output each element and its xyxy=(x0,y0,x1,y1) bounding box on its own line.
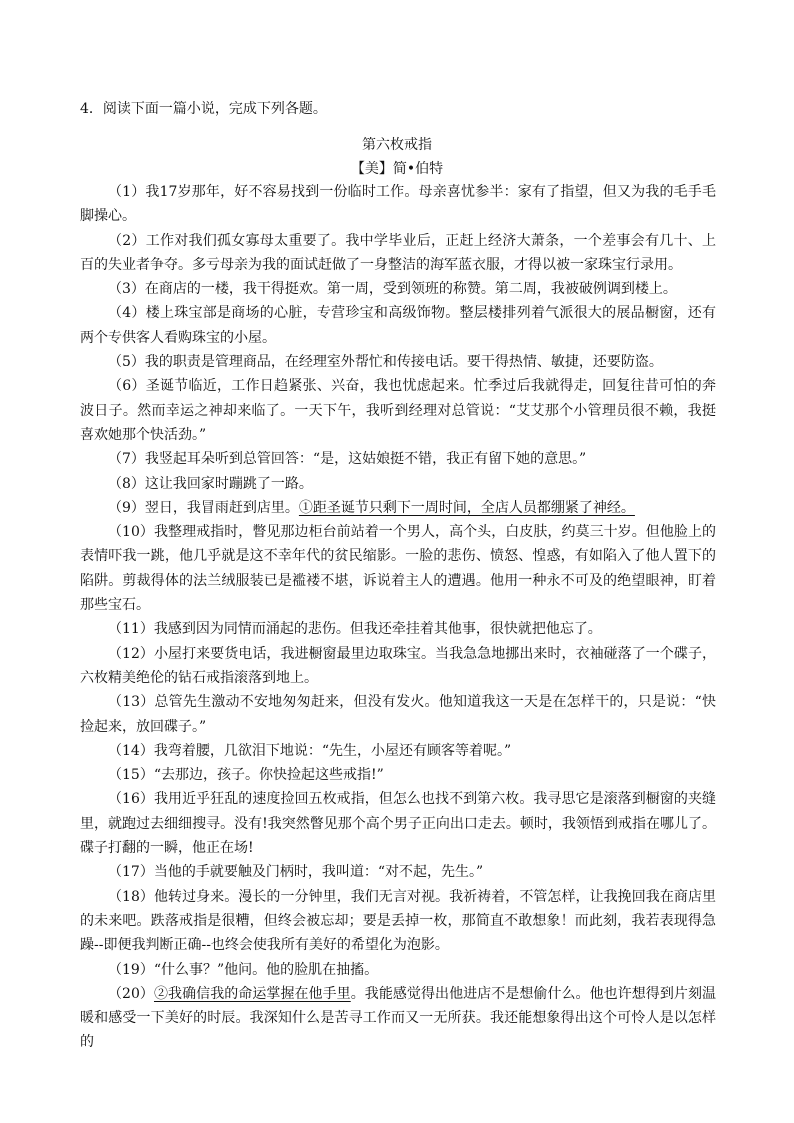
underlined-sentence: ②我确信我的命运掌握在他手里 xyxy=(153,985,351,1002)
paragraph-text: （10）我整理戒指时，瞥见那边柜台前站着一个男人，高个头，白皮肤，约莫三十岁。但他脸上的表情吓我一跳，他几乎就是这不幸年代的贫民缩影。一脸的悲伤、愤怒、惶惑，有如陷入了他人置下的陷阱。剪裁得体的法兰绒服装已是褴褛不堪，诉说着主人的遭遇。他用一种永不可及的绝望眼神，盯着那些宝石。 xyxy=(80,524,716,614)
paragraph-text: （9）翌日，我冒雨赶到店里。 xyxy=(108,499,299,516)
story-paragraph xyxy=(80,690,716,739)
story-paragraph xyxy=(80,763,716,787)
paragraph-text: （5）我的职责是管理商品，在经理室外帮忙和传接电话。要干得热情、敏捷，还要防盗。 xyxy=(108,354,663,371)
story-paragraph xyxy=(80,520,716,617)
paragraph-text: （13）总管先生激动不安地匆匆赶来，但没有发火。他知道我这一天是在怎样干的，只是说：“快捡起来，放回碟子。” xyxy=(80,694,716,735)
paragraph-text: 。我能感觉得出他进店不是想偷什么。他也许想得到片刻温暖和感受一下美好的时辰。我深知什么是苦寻工作而又一无所获。我还能想象得出这个可怜人是以怎样的 xyxy=(80,985,717,1051)
story-paragraph xyxy=(80,301,716,350)
paragraph-text: （6）圣诞节临近，工作日趋紧张、兴奋，我也忧虑起来。忙季过后我就得走，回复往昔可怕的奔波日子。然而幸运之神却来临了。一天下午，我听到经理对总管说：“艾艾那个小管理员很不赖，我挺喜欢她那个快活劲。” xyxy=(80,378,716,443)
story-author: 【美】简•伯特 xyxy=(350,161,444,177)
story-paragraph xyxy=(80,958,716,982)
paragraph-text: （11）我感到因为同情而涌起的悲伤。但我还牵挂着其他事，很快就把他忘了。 xyxy=(108,621,602,638)
story-paragraph xyxy=(80,374,716,447)
paragraph-text: （14）我弯着腰，几欲泪下地说：“先生，小屋还有顾客等着呢。” xyxy=(108,742,512,759)
story-title: 第六枚戒指 xyxy=(362,137,432,153)
paragraph-text: （17）当他的手就要触及门柄时，我叫道：“对不起，先生。” xyxy=(108,864,484,881)
story-paragraph xyxy=(80,885,716,958)
paragraph-text: （18）他转过身来。漫长的一分钟里，我们无言对视。我祈祷着，不管怎样，让我挽回我在商店里的未来吧。跌落戒指是很糟，但终会被忘却；要是丢掉一枚，那简直不敢想象！而此刻，我若表现得急躁--即便我判断正确--也终会使我所有美好的希望化为泡影。 xyxy=(80,888,716,954)
paragraph-text: （20） xyxy=(108,985,154,1002)
paragraph-text: （3）在商店的一楼，我干得挺欢。第一周，受到领班的称赞。第二周，我被破例调到楼上。 xyxy=(108,281,677,298)
story-paragraph xyxy=(80,739,716,763)
paragraph-text: （2）工作对我们孤女寡母太重要了。我中学毕业后，正赶上经济大萧条，一个差事会有几十、上百的失业者争夺。多亏母亲为我的面试赶做了一身整洁的海军蓝衣服，才得以被一家珠宝行录用。 xyxy=(80,232,716,273)
paragraph-text: （8）这让我回家时蹦跳了一路。 xyxy=(108,475,313,492)
story-paragraph xyxy=(80,447,716,471)
paragraph-text: （4）楼上珠宝部是商场的心脏，专营珍宝和高级饰物。整层楼排列着气派很大的展品橱窗，还有两个专供客人看购珠宝的小屋。 xyxy=(80,305,716,346)
story-body xyxy=(80,180,716,1055)
underlined-sentence: ①距圣诞节只剩下一周时间，全店人员都绷紧了神经。 xyxy=(298,499,635,516)
story-paragraph xyxy=(80,472,716,496)
story-paragraph xyxy=(80,229,716,278)
story-paragraph xyxy=(80,787,716,860)
story-paragraph xyxy=(80,860,716,884)
paragraph-text: （15）“去那边，孩子。你快捡起这些戒指!” xyxy=(108,767,384,784)
paragraph-text: （1）我17岁那年，好不容易找到一份临时工作。母亲喜忧参半：家有了指望，但又为我的毛手毛脚操心。 xyxy=(80,184,716,225)
story-paragraph xyxy=(80,617,716,641)
story-paragraph xyxy=(80,180,716,229)
paragraph-text: （16）我用近乎狂乱的速度捡回五枚戒指，但怎么也找不到第六枚。我寻思它是滚落到橱窗的夹缝里，就跑过去细细搜寻。没有!我突然瞥见那个高个男子正向出口走去。顿时，我领悟到戒指在哪儿了。碟子打翻的一瞬，他正在场! xyxy=(80,791,716,857)
story-paragraph xyxy=(80,350,716,374)
question-prompt: 4．阅读下面一篇小说，完成下列各题。 xyxy=(80,101,327,117)
story-paragraph xyxy=(80,277,716,301)
paragraph-text: （19）“什么事？”他问。他的脸肌在抽搐。 xyxy=(108,961,379,978)
story-paragraph xyxy=(80,642,716,691)
story-paragraph xyxy=(80,982,716,1055)
story-paragraph xyxy=(80,496,716,520)
paragraph-text: （7）我竖起耳朵听到总管回答：“是，这姑娘挺不错，我正有留下她的意思。” xyxy=(108,451,587,468)
paragraph-text: （12）小屋打来要货电话，我进橱窗最里边取珠宝。当我急急地挪出来时，衣袖碰落了一个碟子，六枚精美绝伦的钻石戒指滚落到地上。 xyxy=(80,645,716,686)
